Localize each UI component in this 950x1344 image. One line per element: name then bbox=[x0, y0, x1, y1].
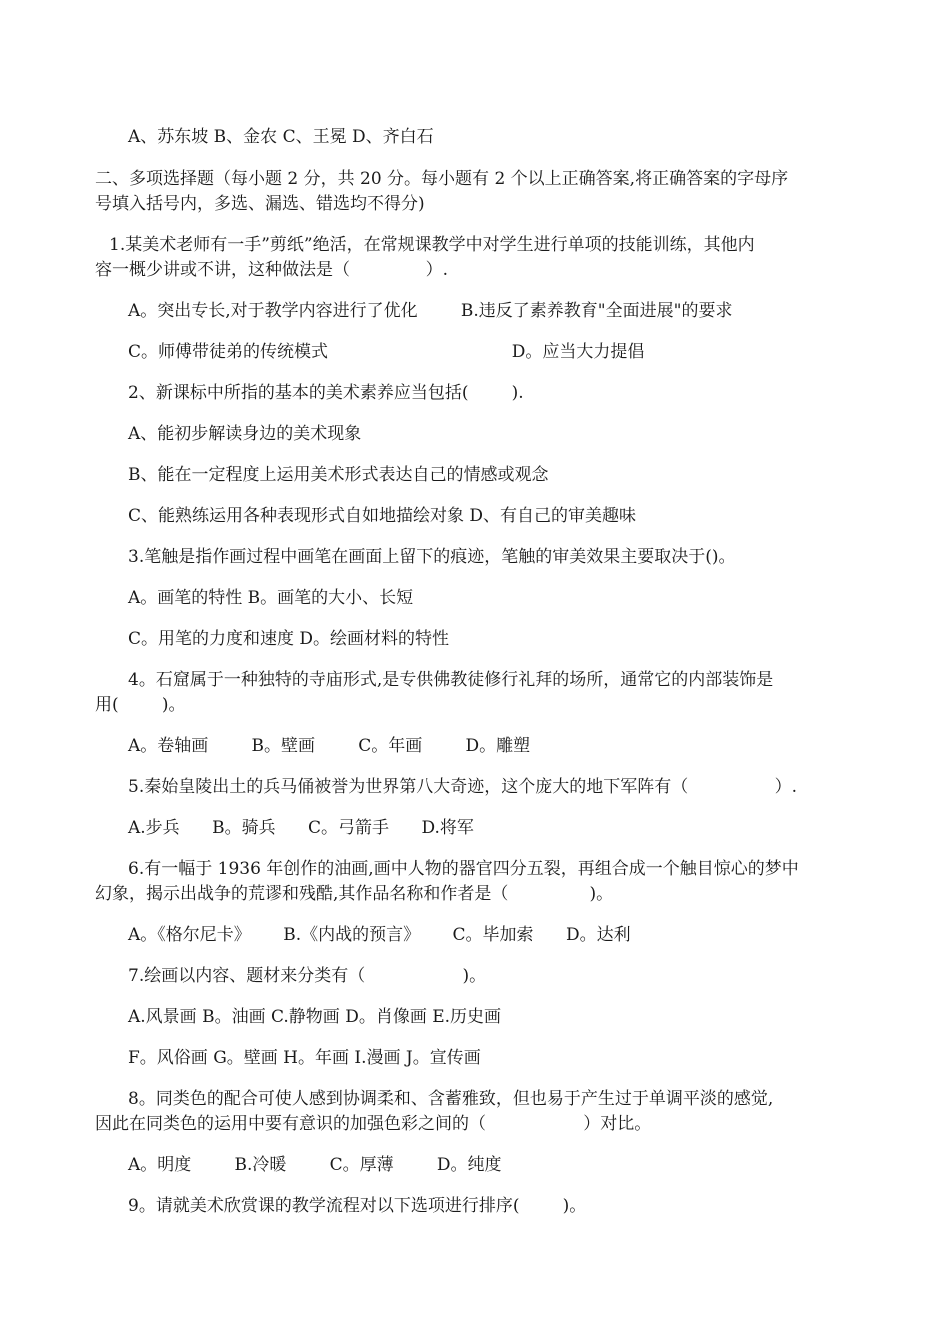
question-1-continued: 容一概少讲或不讲，这种做法是（ ）. bbox=[95, 260, 449, 280]
question-1-options-cd: C。师傅带徒弟的传统模式 D。应当大力提倡 bbox=[128, 342, 645, 362]
question-7: 7.绘画以内容、题材来分类有（ )。 bbox=[128, 966, 487, 986]
question-3-options-cd: C。用笔的力度和速度 D。绘画材料的特性 bbox=[128, 629, 450, 649]
question-3: 3.笔触是指作画过程中画笔在画面上留下的痕迹，笔触的审美效果主要取决于()。 bbox=[128, 547, 736, 567]
section-heading-continued: 号填入括号内，多选、漏选、错选均不得分) bbox=[95, 194, 425, 214]
question-1: 1.某美术老师有一手”剪纸”绝活，在常规课教学中对学生进行单项的技能训练，其他内 bbox=[109, 235, 755, 255]
question-2-option-b: B、能在一定程度上运用美术形式表达自己的情感或观念 bbox=[128, 465, 549, 485]
question-8: 8。同类色的配合可使人感到协调柔和、含蓄雅致，但也易于产生过于单调平淡的感觉, bbox=[128, 1089, 774, 1109]
option-line: A、苏东坡 B、金农 C、王冕 D、齐白石 bbox=[128, 127, 434, 147]
question-8-continued: 因此在同类色的运用中要有意识的加强色彩之间的（ ）对比。 bbox=[95, 1114, 652, 1134]
question-4-options: A。卷轴画 B。壁画 C。年画 D。雕塑 bbox=[128, 736, 531, 756]
section-heading: 二、多项选择题（每小题 2 分，共 20 分。每小题有 2 个以上正确答案,将正确答案的字母序 bbox=[95, 169, 789, 189]
question-5: 5.秦始皇陵出土的兵马俑被誉为世界第八大奇迹，这个庞大的地下军阵有（ ）. bbox=[128, 777, 798, 797]
question-6-continued: 幻象，揭示出战争的荒谬和残酷,其作品名称和作者是（ )。 bbox=[95, 884, 614, 904]
question-6-options: A。《格尔尼卡》 B.《内战的预言》 C。毕加索 D。达利 bbox=[128, 925, 631, 945]
question-7-options-fj: F。风俗画 G。壁画 H。年画 I.漫画 J。宣传画 bbox=[128, 1048, 481, 1068]
question-7-options-ae: A.风景画 B。油画 C.静物画 D。肖像画 E.历史画 bbox=[128, 1007, 502, 1027]
question-9: 9。请就美术欣赏课的教学流程对以下选项进行排序( )。 bbox=[128, 1196, 587, 1216]
question-2-options-cd: C、能熟练运用各种表现形式自如地描绘对象 D、有自己的审美趣味 bbox=[128, 506, 637, 526]
question-6: 6.有一幅于 1936 年创作的油画,画中人物的器官四分五裂，再组合成一个触目惊心的梦中 bbox=[128, 859, 799, 879]
question-2: 2、新课标中所指的基本的美术素养应当包括( ). bbox=[128, 383, 524, 403]
question-1-options-ab: A。突出专长,对于教学内容进行了优化 B.违反了素养教育"全面进展"的要求 bbox=[128, 301, 733, 321]
question-4-continued: 用( )。 bbox=[95, 695, 186, 715]
question-8-options: A。明度 B.冷暖 C。厚薄 D。纯度 bbox=[128, 1155, 502, 1175]
question-4: 4。石窟属于一种独特的寺庙形式,是专供佛教徒修行礼拜的场所，通常它的内部装饰是 bbox=[128, 670, 774, 690]
question-3-options-ab: A。画笔的特性 B。画笔的大小、长短 bbox=[128, 588, 414, 608]
question-2-option-a: A、能初步解读身边的美术现象 bbox=[128, 424, 362, 444]
question-5-options: A.步兵 B。骑兵 C。弓箭手 D.将军 bbox=[128, 818, 474, 838]
